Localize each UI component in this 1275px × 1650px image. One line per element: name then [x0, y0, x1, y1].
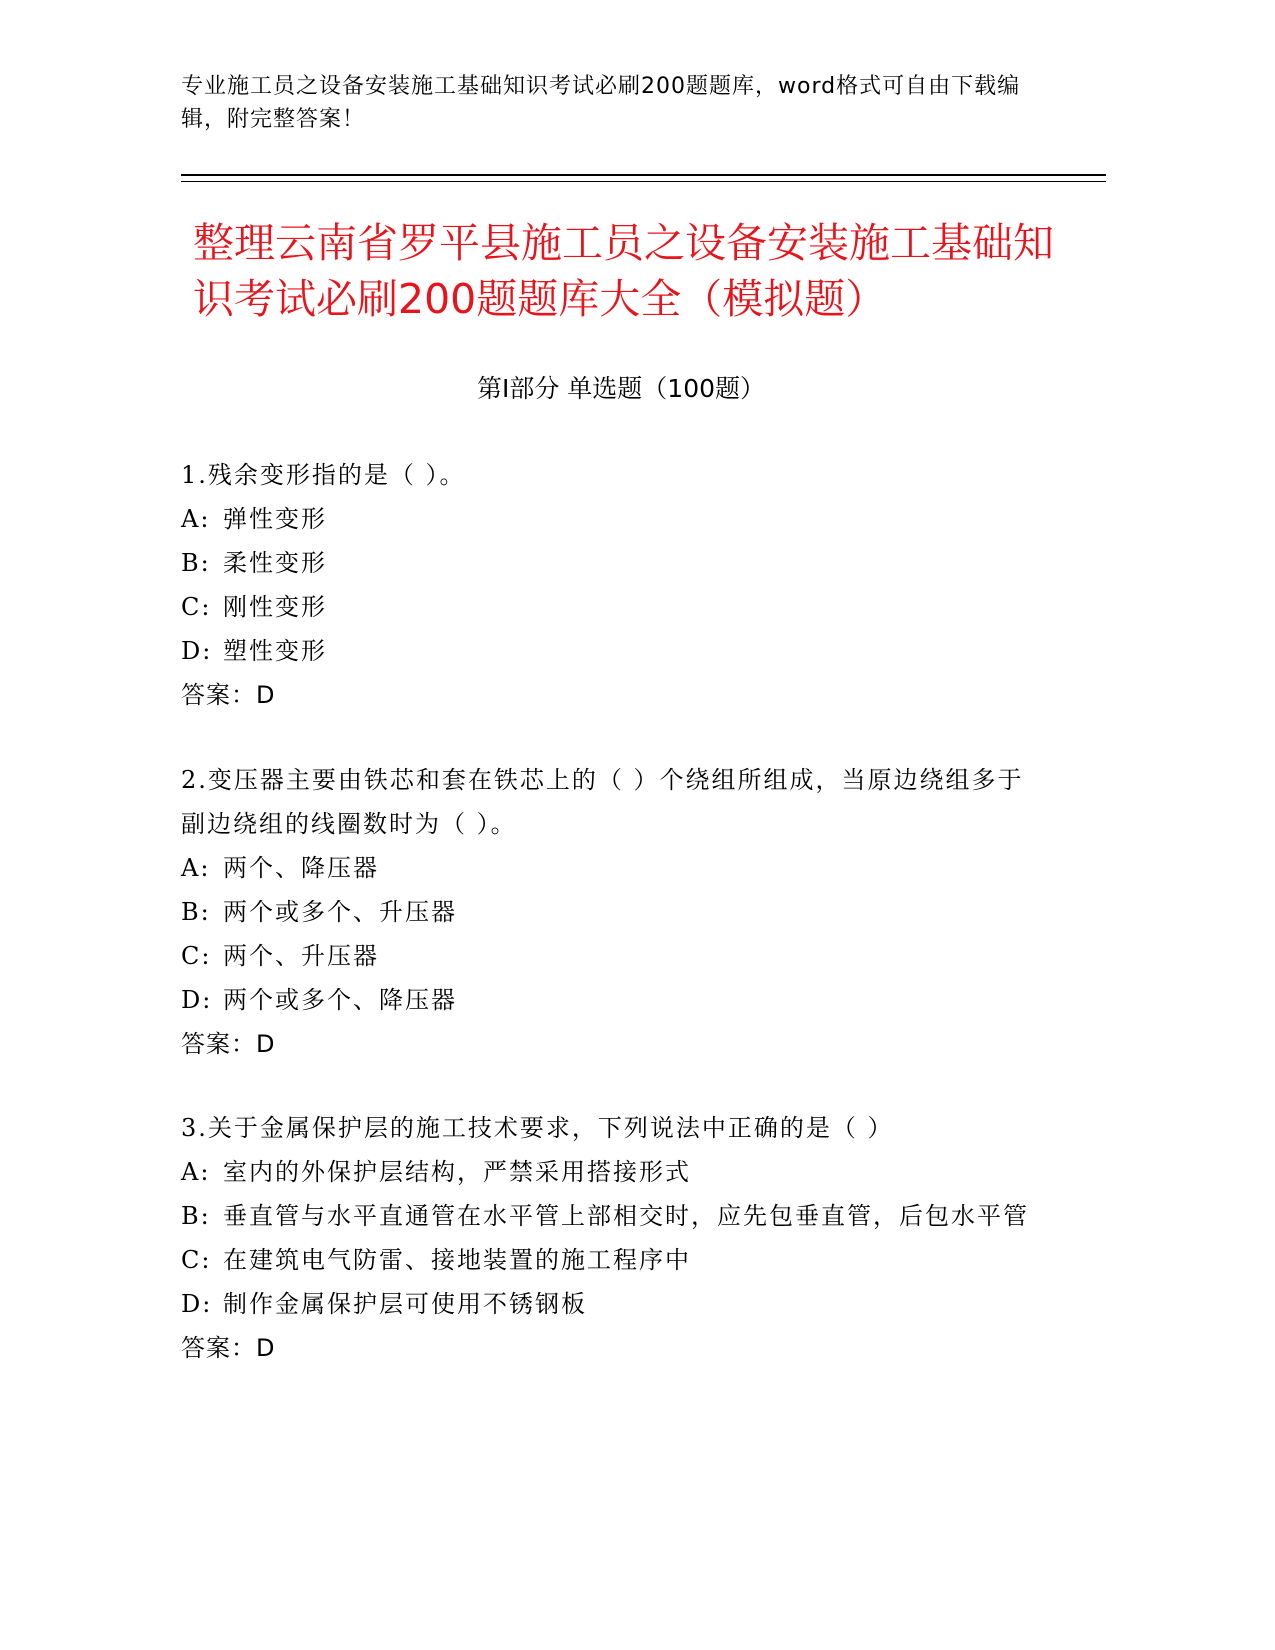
- option-text: 两个或多个、降压器: [223, 986, 457, 1014]
- answer-line: 答案：D: [181, 681, 276, 709]
- question-1: [181, 453, 1041, 717]
- option-b: [181, 890, 1041, 934]
- option-key: A:: [181, 505, 211, 533]
- option-a: [181, 497, 1041, 541]
- option-key: A:: [181, 854, 211, 882]
- option-key: C:: [181, 593, 212, 621]
- question-stem: 1.残余变形指的是（ ）。: [181, 461, 466, 489]
- document-title: 整理云南省罗平县施工员之设备安装施工基础知识考试必刷200题题库大全（模拟题）: [193, 219, 1054, 323]
- option-text: 两个、升压器: [223, 942, 379, 970]
- option-key: C:: [181, 942, 212, 970]
- option-key: D:: [181, 637, 213, 665]
- option-c: [181, 585, 1041, 629]
- option-key: B:: [181, 898, 211, 926]
- option-a: [181, 1150, 1041, 1194]
- intro-text: 专业施工员之设备安装施工基础知识考试必刷200题题库，word格式可自由下载编辑，附完整答案！: [181, 74, 1021, 132]
- option-b: [181, 541, 1041, 585]
- option-text: 两个、降压器: [223, 854, 379, 882]
- option-key: B:: [181, 549, 211, 577]
- option-text: 室内的外保护层结构，严禁采用搭接形式: [223, 1158, 691, 1186]
- option-c: [181, 1238, 1041, 1282]
- option-key: D:: [181, 1290, 213, 1318]
- answer-line: 答案：D: [181, 1334, 276, 1362]
- option-b: [181, 1194, 1041, 1238]
- option-d: [181, 629, 1041, 673]
- option-d: [181, 978, 1041, 1022]
- option-c: [181, 934, 1041, 978]
- option-text: 塑性变形: [223, 637, 327, 665]
- question-2: [181, 758, 1041, 1066]
- option-key: D:: [181, 986, 213, 1014]
- option-key: C:: [181, 1246, 212, 1274]
- question-stem: 3.关于金属保护层的施工技术要求，下列说法中正确的是（ ）: [181, 1114, 894, 1142]
- answer-line: 答案：D: [181, 1030, 276, 1058]
- option-text: 柔性变形: [223, 549, 327, 577]
- option-text: 刚性变形: [223, 593, 327, 621]
- question-stem: 2.变压器主要由铁芯和套在铁芯上的（ ）个绕组所组成，当原边绕组多于副边绕组的线圈数时为（ ）。: [181, 766, 1024, 838]
- option-text: 两个或多个、升压器: [223, 898, 457, 926]
- header-rule-thick: [181, 174, 1106, 176]
- section-heading: 第Ⅰ部分 单选题（100题）: [476, 374, 766, 403]
- option-a: [181, 846, 1041, 890]
- option-text: 弹性变形: [223, 505, 327, 533]
- header-rule-thin: [181, 181, 1106, 182]
- option-key: A:: [181, 1158, 211, 1186]
- option-text: 垂直管与水平直通管在水平管上部相交时，应先包垂直管，后包水平管: [223, 1202, 1029, 1230]
- option-text: 在建筑电气防雷、接地装置的施工程序中: [223, 1246, 691, 1274]
- option-d: [181, 1282, 1041, 1326]
- question-3: [181, 1106, 1041, 1370]
- option-key: B:: [181, 1202, 211, 1230]
- option-text: 制作金属保护层可使用不锈钢板: [223, 1290, 587, 1318]
